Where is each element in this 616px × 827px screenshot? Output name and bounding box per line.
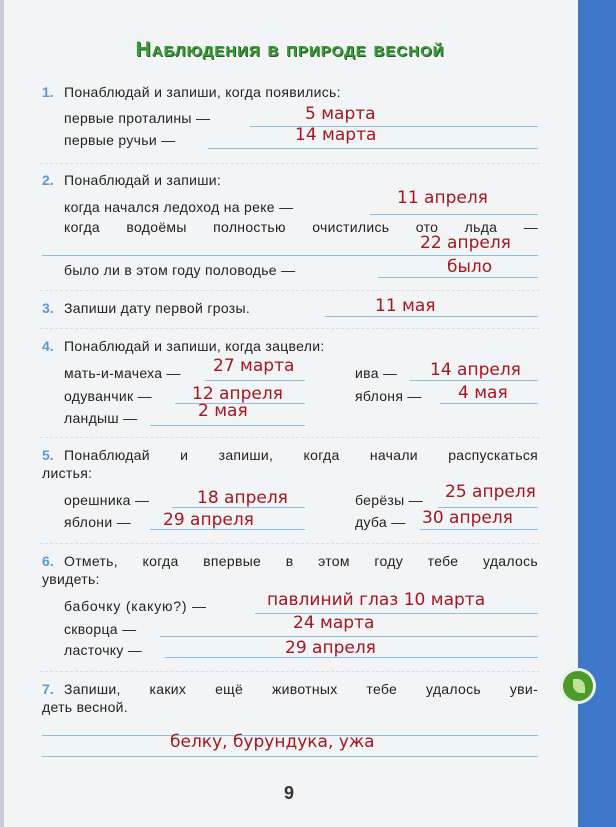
row-label: ласточку —	[64, 642, 143, 658]
divider	[40, 543, 540, 544]
page-number: 9	[284, 783, 295, 803]
row-label: яблоня —	[355, 388, 422, 404]
task-text: листья:	[42, 465, 93, 481]
answer-line	[378, 277, 538, 278]
answer[interactable]: 24 марта	[293, 613, 375, 633]
answer[interactable]: 5 марта	[305, 104, 376, 124]
answer[interactable]: 14 апреля	[430, 360, 521, 380]
row-label: ива —	[355, 365, 398, 381]
row-label: мать-и-мачеха —	[64, 365, 181, 381]
answer[interactable]: 2 мая	[198, 401, 248, 421]
row-label: первые ручьи —	[64, 132, 176, 148]
row-label: берёзы —	[355, 492, 423, 508]
answer-line	[440, 403, 538, 404]
row-label: когда водоёмы полностью очистились ото льда —	[64, 219, 538, 235]
answer[interactable]: 12 апреля	[192, 384, 283, 404]
divider	[40, 290, 540, 291]
row-label: когда начался ледоход на реке —	[64, 199, 294, 215]
leaf-icon	[560, 668, 596, 704]
answer[interactable]: 11 мая	[375, 296, 436, 316]
answer-line	[250, 126, 538, 127]
answer-line	[205, 380, 305, 381]
task-text: увидеть:	[42, 571, 100, 587]
task-text: Понаблюдай и запиши, когда начали распускаться	[64, 447, 538, 463]
answer[interactable]: было	[447, 257, 493, 277]
answer[interactable]: 25 апреля	[445, 482, 536, 502]
row-label: яблони —	[64, 514, 131, 530]
row-label: скворца —	[64, 621, 137, 637]
answer[interactable]: 30 апреля	[422, 508, 513, 528]
answer-line	[160, 636, 538, 637]
answer[interactable]: белку, бурундука, ужа	[170, 732, 375, 752]
answer-line	[150, 425, 305, 426]
task-number: 4.	[42, 338, 54, 354]
answer-line	[420, 529, 538, 530]
answer[interactable]: 11 апреля	[397, 188, 488, 208]
task-number: 3.	[42, 300, 54, 316]
answer-line	[208, 148, 538, 149]
task-text: Запиши дату первой грозы.	[64, 300, 251, 316]
task-text: Отметь, когда впервые в этом году тебе удалось	[64, 553, 538, 569]
answer[interactable]: павлиний глаз 10 марта	[267, 590, 486, 610]
answer[interactable]: 27 марта	[213, 356, 295, 376]
task-number: 6.	[42, 553, 54, 569]
answer-line	[325, 316, 538, 317]
answer[interactable]: 4 мая	[458, 383, 508, 403]
row-label: ландыш —	[64, 410, 138, 426]
task-text: Понаблюдай и запиши, когда появились:	[64, 84, 341, 100]
row-label: было ли в этом году половодье —	[64, 262, 296, 278]
page-title: Наблюдения в природе весной	[135, 38, 445, 61]
answer[interactable]: 29 апреля	[163, 510, 254, 530]
answer-line	[410, 380, 538, 381]
task-number: 7.	[42, 681, 54, 697]
task-text: Понаблюдай и запиши, когда зацвели:	[64, 338, 325, 354]
task-number: 1.	[42, 84, 54, 100]
row-label: дуба —	[355, 514, 406, 530]
divider	[40, 671, 540, 672]
answer-line	[42, 255, 538, 256]
task-text: деть весной.	[42, 699, 128, 715]
row-label: первые проталины —	[64, 110, 211, 126]
answer[interactable]: 29 апреля	[285, 638, 376, 658]
task-number: 5.	[42, 447, 54, 463]
answer[interactable]: 14 марта	[295, 125, 377, 145]
task-text: Понаблюдай и запиши:	[64, 172, 222, 188]
row-label: бабочку (какую?) —	[64, 598, 207, 614]
answer[interactable]: 22 апреля	[420, 233, 511, 253]
divider	[40, 163, 540, 164]
divider	[40, 437, 540, 438]
answer[interactable]: 18 апреля	[197, 488, 288, 508]
answer-line	[42, 756, 538, 757]
answer-line	[370, 214, 538, 215]
page-edge	[0, 0, 4, 827]
row-label: орешника —	[64, 492, 150, 508]
row-label: одуванчик —	[64, 388, 152, 404]
task-text: Запиши, каких ещё животных тебе удалось уви-	[64, 681, 538, 697]
task-number: 2.	[42, 172, 54, 188]
divider	[40, 328, 540, 329]
